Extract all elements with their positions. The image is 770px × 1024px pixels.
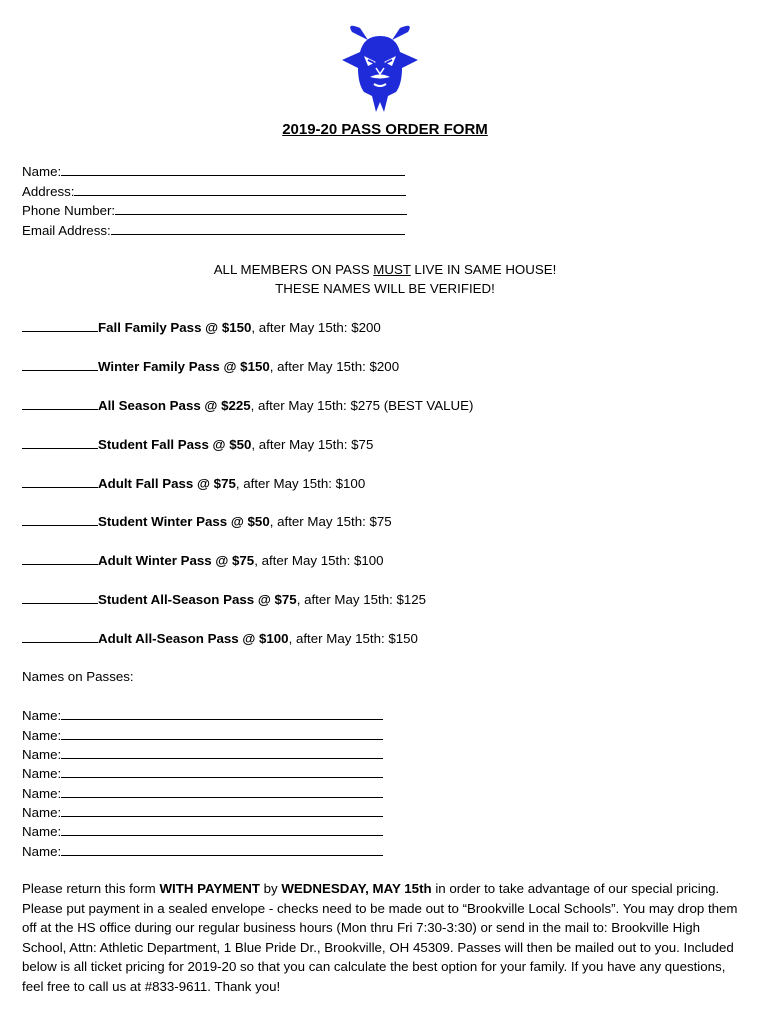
notice-emphasis: MUST	[373, 262, 411, 277]
email-label: Email Address:	[22, 223, 111, 238]
notice-line-1: ALL MEMBERS ON PASS MUST LIVE IN SAME HOUSE!	[213, 262, 557, 277]
pass-name-field[interactable]: Name:	[22, 706, 383, 725]
pass-name-field[interactable]: Name:	[22, 784, 383, 803]
names-heading: Names on Passes:	[22, 669, 134, 684]
form-title: 2019-20 PASS ORDER FORM	[282, 121, 488, 138]
pass-name-field[interactable]: Name:	[22, 764, 383, 783]
pass-option[interactable]: Student All-Season Pass @ $75, after May 15th: $125	[22, 590, 426, 609]
pass-option[interactable]: Fall Family Pass @ $150, after May 15th: $200	[22, 318, 381, 337]
notice-line-2: THESE NAMES WILL BE VERIFIED!	[275, 281, 495, 296]
pass-option[interactable]: Adult Winter Pass @ $75, after May 15th: $100	[22, 551, 384, 570]
pass-name-field[interactable]: Name:	[22, 745, 383, 764]
pass-name-field[interactable]: Name:	[22, 803, 383, 822]
pass-option[interactable]: Adult All-Season Pass @ $100, after May 15th: $150	[22, 629, 418, 648]
instructions-paragraph: Please return this form WITH PAYMENT by WEDNESDAY, MAY 15th in order to take advantage of our special pricing. Please put payment in a sealed envelope - checks need to be made out to “Brookville Local Schools”. You may drop them off at the HS office during our regular business hours (Mon thru Fri 7:30-3:30) or send in the mail to: Brookville High School, Attn: Athletic Department, 1 Blue Pride Dr., Brookville, OH 45309. Passes will then be mailed out to you. Included below is all ticket pricing for 2019-20 so that you can calculate the best option for your family. If you have any questions, feel free to call us at #833-9611. Thank you!	[22, 881, 738, 994]
pass-name-field[interactable]: Name:	[22, 822, 383, 841]
name-field[interactable]	[22, 162, 405, 181]
pass-option[interactable]: Student Winter Pass @ $50, after May 15th: $75	[22, 512, 392, 531]
pass-name-field[interactable]: Name:	[22, 842, 383, 861]
name-label: Name:	[22, 164, 62, 179]
pass-option[interactable]: Student Fall Pass @ $50, after May 15th: $75	[22, 435, 373, 454]
address-label: Address:	[22, 184, 75, 199]
phone-field[interactable]	[22, 201, 407, 220]
email-field[interactable]	[22, 221, 405, 240]
address-field[interactable]	[22, 182, 406, 201]
pass-option[interactable]: Winter Family Pass @ $150, after May 15th: $200	[22, 357, 399, 376]
pass-name-field[interactable]: Name:	[22, 726, 383, 745]
blue-devil-logo	[338, 22, 422, 114]
pass-option[interactable]: Adult Fall Pass @ $75, after May 15th: $100	[22, 474, 365, 493]
pass-option[interactable]: All Season Pass @ $225, after May 15th: $275 (BEST VALUE)	[22, 396, 473, 415]
phone-label: Phone Number:	[22, 203, 116, 218]
